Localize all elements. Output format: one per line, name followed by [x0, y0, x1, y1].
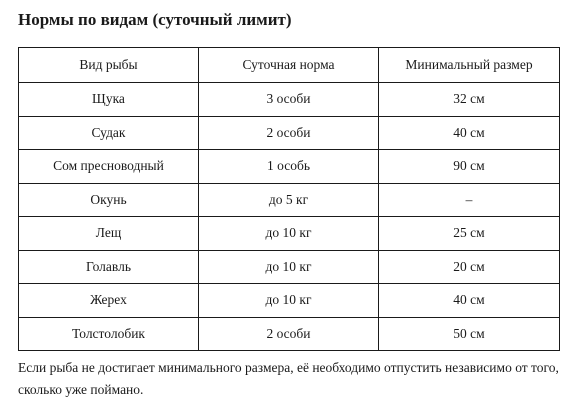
cell-species: Судак — [19, 116, 199, 150]
cell-species: Щука — [19, 83, 199, 117]
page-title: Нормы по видам (суточный лимит) — [18, 10, 292, 29]
table-row — [19, 150, 560, 184]
cell-min-size: 20 см — [379, 250, 560, 284]
cell-daily-limit: до 10 кг — [199, 250, 379, 284]
cell-min-size: 90 см — [379, 150, 560, 184]
cell-daily-limit: до 10 кг — [199, 217, 379, 251]
cell-daily-limit: 3 особи — [199, 83, 379, 117]
species-limits-table — [18, 47, 560, 351]
column-header-min-size: Минимальный размер — [379, 48, 560, 83]
cell-species: Голавль — [19, 250, 199, 284]
table-row — [19, 183, 560, 217]
footnote: Если рыба не достигает минимального размера, её необходимо отпустить независимо от того, сколько уже поймано. — [18, 360, 559, 397]
cell-daily-limit: до 10 кг — [199, 284, 379, 318]
cell-min-size: 25 см — [379, 217, 560, 251]
cell-daily-limit: до 5 кг — [199, 183, 379, 217]
cell-species: Жерех — [19, 284, 199, 318]
table-row — [19, 250, 560, 284]
cell-species: Лещ — [19, 217, 199, 251]
table-row — [19, 116, 560, 150]
cell-species: Окунь — [19, 183, 199, 217]
cell-min-size: 40 см — [379, 116, 560, 150]
cell-species: Сом пресноводный — [19, 150, 199, 184]
table-row — [19, 83, 560, 117]
cell-min-size: 50 см — [379, 317, 560, 351]
cell-min-size: – — [379, 183, 560, 217]
cell-species: Толстолобик — [19, 317, 199, 351]
cell-daily-limit: 2 особи — [199, 116, 379, 150]
table-header-row — [19, 48, 560, 83]
table-row — [19, 217, 560, 251]
cell-daily-limit: 1 особь — [199, 150, 379, 184]
column-header-species: Вид рыбы — [19, 48, 199, 83]
column-header-daily-limit: Суточная норма — [199, 48, 379, 83]
table-row — [19, 317, 560, 351]
table-row — [19, 284, 560, 318]
cell-min-size: 40 см — [379, 284, 560, 318]
cell-min-size: 32 см — [379, 83, 560, 117]
cell-daily-limit: 2 особи — [199, 317, 379, 351]
